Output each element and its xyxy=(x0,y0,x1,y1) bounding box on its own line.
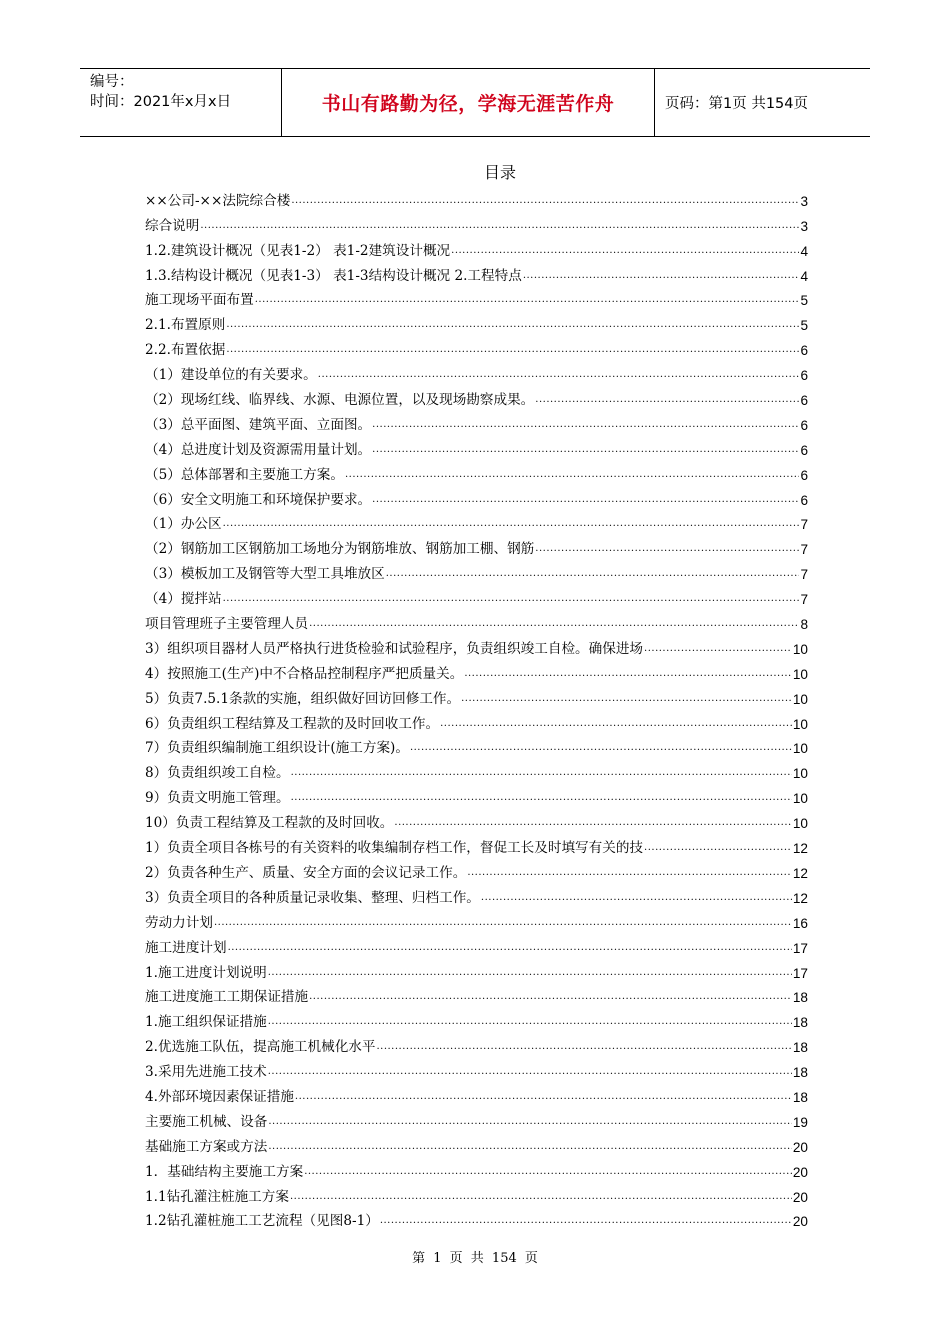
toc-entry-text: （5）总体部署和主要施工方案。 xyxy=(145,466,344,483)
table-of-contents xyxy=(145,184,808,1229)
toc-leader-dots xyxy=(268,1142,792,1152)
toc-entry[interactable] xyxy=(145,931,808,956)
toc-entry-text: （2）钢筋加工区钢筋加工场地分为钢筋堆放、钢筋加工棚、钢筋 xyxy=(145,541,535,558)
toc-entry-page: 6 xyxy=(800,492,808,508)
toc-entry-text: 3）负责全项目的各种质量记录收集、整理、归档工作。 xyxy=(145,889,480,906)
toc-entry-page: 18 xyxy=(792,1040,808,1056)
toc-entry-text: （4）搅拌站 xyxy=(145,591,222,608)
toc-entry[interactable] xyxy=(145,732,808,757)
toc-entry-page: 19 xyxy=(792,1114,808,1130)
toc-entry-page: 7 xyxy=(800,542,808,558)
toc-entry-page: 6 xyxy=(800,467,808,483)
toc-entry[interactable] xyxy=(145,1030,808,1055)
toc-entry[interactable] xyxy=(145,582,808,607)
toc-entry[interactable] xyxy=(145,308,808,333)
toc-entry-page: 10 xyxy=(792,691,808,707)
toc-entry[interactable] xyxy=(145,607,808,632)
header-motto: 书山有路勤为径，学海无涯苦作舟 xyxy=(321,93,615,115)
toc-entry[interactable] xyxy=(145,906,808,931)
toc-entry-page: 12 xyxy=(792,841,808,857)
toc-entry-page: 6 xyxy=(800,442,808,458)
toc-entry-page: 4 xyxy=(800,268,808,284)
toc-entry-page: 6 xyxy=(800,417,808,433)
toc-leader-dots xyxy=(644,644,792,654)
toc-entry-text: 主要施工机械、设备 xyxy=(145,1113,268,1130)
toc-entry-text: 3）组织项目器材人员严格执行进货检验和试验程序，负责组织竣工自检。确保进场 xyxy=(145,640,644,657)
toc-entry-page: 10 xyxy=(792,741,808,757)
toc-entry[interactable] xyxy=(145,184,808,209)
toc-leader-dots xyxy=(223,519,800,529)
toc-entry-page: 18 xyxy=(792,990,808,1006)
toc-leader-dots xyxy=(214,918,792,928)
toc-entry-page: 4 xyxy=(800,243,808,259)
toc-entry-page: 3 xyxy=(800,193,808,209)
toc-leader-dots xyxy=(372,495,799,505)
toc-leader-dots xyxy=(535,544,799,554)
toc-entry[interactable] xyxy=(145,358,808,383)
toc-entry[interactable] xyxy=(145,408,808,433)
toc-entry[interactable] xyxy=(145,483,808,508)
toc-leader-dots xyxy=(372,420,799,430)
toc-entry-page: 6 xyxy=(800,368,808,384)
toc-entry[interactable] xyxy=(145,657,808,682)
toc-leader-dots xyxy=(223,594,800,604)
toc-entry-page: 17 xyxy=(792,940,808,956)
toc-entry-text: 1.施工进度计划说明 xyxy=(145,964,267,981)
toc-entry-page: 10 xyxy=(792,666,808,682)
toc-entry-text: 综合说明 xyxy=(145,217,200,234)
toc-leader-dots xyxy=(309,619,799,629)
toc-entry[interactable] xyxy=(145,234,808,259)
toc-leader-dots xyxy=(461,694,792,704)
toc-entry[interactable] xyxy=(145,956,808,981)
toc-entry[interactable] xyxy=(145,259,808,284)
toc-entry-page: 6 xyxy=(800,343,808,359)
toc-leader-dots xyxy=(376,1042,791,1052)
toc-leader-dots xyxy=(386,569,800,579)
toc-entry-text: 2.优选施工队伍，提高施工机械化水平 xyxy=(145,1039,376,1056)
toc-entry-page: 20 xyxy=(792,1189,808,1205)
toc-entry-page: 7 xyxy=(800,592,808,608)
toc-entry[interactable] xyxy=(145,1155,808,1180)
toc-entry-page: 6 xyxy=(800,393,808,409)
toc-leader-dots xyxy=(291,768,792,778)
toc-leader-dots xyxy=(268,1067,792,1077)
toc-entry-text: 基础施工方案或方法 xyxy=(145,1138,268,1155)
toc-entry[interactable] xyxy=(145,856,808,881)
toc-entry-page: 20 xyxy=(792,1139,808,1155)
toc-entry-page: 5 xyxy=(800,318,808,334)
toc-leader-dots xyxy=(226,345,799,355)
toc-leader-dots xyxy=(372,445,799,455)
toc-leader-dots xyxy=(268,968,792,978)
toc-entry-text: （1）建设单位的有关要求。 xyxy=(145,367,317,384)
toc-entry-text: 8）负责组织竣工自检。 xyxy=(145,765,290,782)
toc-entry-page: 20 xyxy=(792,1214,808,1230)
toc-leader-dots xyxy=(451,246,799,256)
toc-entry[interactable] xyxy=(145,532,808,557)
toc-entry-page: 20 xyxy=(792,1164,808,1180)
toc-entry-page: 12 xyxy=(792,865,808,881)
toc-entry-page: 10 xyxy=(792,816,808,832)
document-header xyxy=(80,68,870,137)
toc-leader-dots xyxy=(290,1192,792,1202)
toc-entry-page: 10 xyxy=(792,716,808,732)
toc-leader-dots xyxy=(255,295,800,305)
toc-entry-text: 1.2钻孔灌桩施工工艺流程（见图8-1） xyxy=(145,1213,379,1230)
toc-leader-dots xyxy=(295,1092,792,1102)
toc-entry-text: （4）总进度计划及资源需用量计划。 xyxy=(145,441,372,458)
toc-entry-text: 施工进度施工工期保证措施 xyxy=(145,989,309,1006)
toc-entry-text: （1）办公区 xyxy=(145,516,222,533)
toc-entry-text: 2.1.布置原则 xyxy=(145,317,226,334)
toc-entry[interactable] xyxy=(145,806,808,831)
toc-entry-text: 6）负责组织工程结算及工程款的及时回收工作。 xyxy=(145,715,440,732)
toc-entry-text: 1.3.结构设计概况（见表1-3） 表1-3结构设计概况 2.工程特点 xyxy=(145,267,522,284)
toc-entry[interactable] xyxy=(145,209,808,234)
toc-entry-text: 1．基础结构主要施工方案 xyxy=(145,1163,304,1180)
toc-entry-text: 1.2.建筑设计概况（见表1-2） 表1-2建筑设计概况 xyxy=(145,242,451,259)
toc-entry[interactable] xyxy=(145,632,808,657)
header-page-info: 页码：第1页 共154页 xyxy=(665,96,809,112)
time-label: 时间：2021年x月x日 xyxy=(90,94,232,110)
toc-entry-text: 4.外部环境因素保证措施 xyxy=(145,1088,294,1105)
page-footer: 第 1 页 共 154 页 xyxy=(412,1251,538,1266)
toc-leader-dots xyxy=(291,196,799,206)
toc-entry[interactable] xyxy=(145,881,808,906)
toc-entry-page: 18 xyxy=(792,1089,808,1105)
toc-entry-text: 3.采用先进施工技术 xyxy=(145,1064,267,1081)
toc-entry-text: 施工现场平面布置 xyxy=(145,292,254,309)
toc-entry-text: 施工进度计划 xyxy=(145,939,227,956)
toc-leader-dots xyxy=(644,843,792,853)
toc-entry[interactable] xyxy=(145,1055,808,1080)
toc-entry[interactable] xyxy=(145,1130,808,1155)
toc-leader-dots xyxy=(464,669,792,679)
toc-leader-dots xyxy=(523,271,800,281)
header-divider xyxy=(654,69,655,136)
toc-leader-dots xyxy=(481,893,792,903)
toc-entry-text: 1.施工组织保证措施 xyxy=(145,1014,267,1031)
toc-leader-dots xyxy=(291,793,792,803)
toc-entry-text: 劳动力计划 xyxy=(145,914,213,931)
toc-entry-text: 2.2.布置依据 xyxy=(145,342,226,359)
toc-entry-text: ××公司-××法院综合楼 xyxy=(145,192,291,209)
toc-entry-text: 2）负责各种生产、质量、安全方面的会议记录工作。 xyxy=(145,864,467,881)
toc-leader-dots xyxy=(345,470,799,480)
toc-entry-page: 5 xyxy=(800,293,808,309)
toc-entry[interactable] xyxy=(145,1080,808,1105)
toc-entry[interactable] xyxy=(145,1180,808,1205)
toc-entry-text: 1）负责全项目各栋号的有关资料的收集编制存档工作，督促工长及时填写有关的技 xyxy=(145,840,644,857)
toc-entry-page: 10 xyxy=(792,641,808,657)
toc-entry[interactable] xyxy=(145,981,808,1006)
toc-entry-text: （6）安全文明施工和环境保护要求。 xyxy=(145,491,372,508)
toc-leader-dots xyxy=(318,370,800,380)
toc-entry[interactable] xyxy=(145,458,808,483)
toc-entry-text: 项目管理班子主要管理人员 xyxy=(145,616,309,633)
toc-entry[interactable] xyxy=(145,707,808,732)
toc-entry-text: （2）现场红线、临界线、水源、电源位置，以及现场勘察成果。 xyxy=(145,392,535,409)
toc-entry[interactable] xyxy=(145,781,808,806)
toc-leader-dots xyxy=(535,395,799,405)
toc-entry-text: （3）总平面图、建筑平面、立面图。 xyxy=(145,416,372,433)
toc-leader-dots xyxy=(304,1167,792,1177)
toc-leader-dots xyxy=(394,818,791,828)
toc-leader-dots xyxy=(309,992,792,1002)
toc-entry-page: 10 xyxy=(792,791,808,807)
toc-entry-text: 10）负责工程结算及工程款的及时回收。 xyxy=(145,815,394,832)
toc-entry-page: 12 xyxy=(792,890,808,906)
toc-leader-dots xyxy=(268,1117,792,1127)
toc-entry-page: 16 xyxy=(792,915,808,931)
toc-entry-page: 8 xyxy=(800,617,808,633)
toc-entry-text: 1.1钻孔灌注桩施工方案 xyxy=(145,1188,289,1205)
toc-leader-dots xyxy=(380,1216,792,1226)
toc-leader-dots xyxy=(268,1017,792,1027)
toc-entry[interactable] xyxy=(145,433,808,458)
toc-leader-dots xyxy=(200,221,799,231)
toc-entry-page: 7 xyxy=(800,517,808,533)
toc-entry-text: 4）按照施工(生产)中不合格品控制程序严把质量关。 xyxy=(145,665,464,682)
toc-entry-text: 7）负责组织编制施工组织设计(施工方案)。 xyxy=(145,740,409,757)
toc-entry[interactable] xyxy=(145,1005,808,1030)
number-label: 编号： xyxy=(90,74,134,90)
toc-entry[interactable] xyxy=(145,383,808,408)
toc-entry-page: 3 xyxy=(800,218,808,234)
toc-entry[interactable] xyxy=(145,1205,808,1230)
toc-entry[interactable] xyxy=(145,333,808,358)
toc-leader-dots xyxy=(226,320,799,330)
toc-entry-page: 7 xyxy=(800,567,808,583)
toc-leader-dots xyxy=(440,719,792,729)
toc-entry-text: 5）负责7.5.1条款的实施，组织做好回访回修工作。 xyxy=(145,690,461,707)
toc-leader-dots xyxy=(467,868,792,878)
toc-entry[interactable] xyxy=(145,284,808,309)
toc-entry[interactable] xyxy=(145,682,808,707)
toc-entry-page: 17 xyxy=(792,965,808,981)
toc-leader-dots xyxy=(410,743,792,753)
toc-entry[interactable] xyxy=(145,1105,808,1130)
toc-entry[interactable] xyxy=(145,831,808,856)
toc-entry[interactable] xyxy=(145,756,808,781)
toc-entry-text: 9）负责文明施工管理。 xyxy=(145,790,290,807)
toc-entry-page: 18 xyxy=(792,1015,808,1031)
header-left-cell xyxy=(90,72,231,112)
toc-entry[interactable] xyxy=(145,508,808,533)
toc-entry-page: 10 xyxy=(792,766,808,782)
toc-title: 目录 xyxy=(483,163,516,182)
toc-entry[interactable] xyxy=(145,557,808,582)
toc-entry-text: （3）模板加工及钢管等大型工具堆放区 xyxy=(145,566,385,583)
toc-leader-dots xyxy=(228,943,792,953)
toc-entry-page: 18 xyxy=(792,1065,808,1081)
